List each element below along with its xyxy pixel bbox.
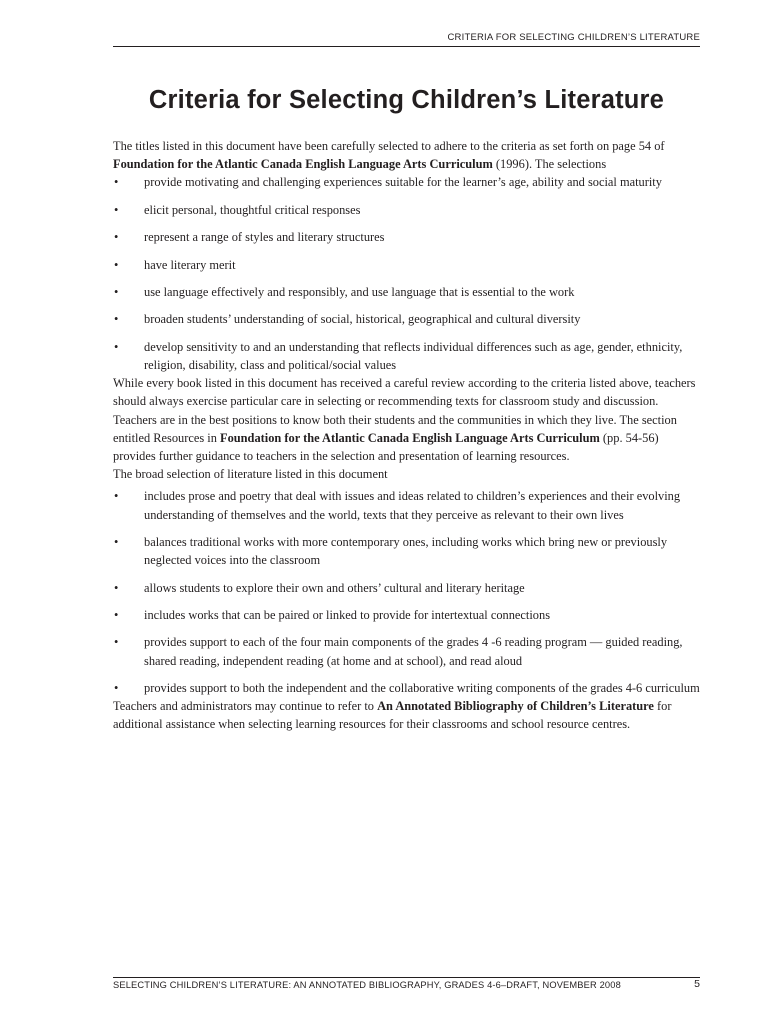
list-item (113, 201, 702, 219)
closing-book-title: An Annotated Bibliography of Children’s Literature (377, 699, 654, 714)
list-item (113, 579, 702, 597)
list-item (113, 533, 702, 569)
bullet-icon: • (114, 489, 119, 504)
intro-paragraph (113, 137, 702, 173)
list-item-text: provide motivating and challenging experiences suitable for the learner’s age, ability and social maturity (144, 175, 662, 190)
list-item (113, 633, 702, 669)
list-item-text: elicit personal, thoughtful critical responses (144, 202, 361, 217)
list-item (113, 338, 702, 374)
list-item (113, 606, 702, 624)
footer-rule (113, 977, 700, 978)
list-item (113, 679, 702, 697)
list-item-text: balances traditional works with more contemporary ones, including works which bring new or previously neglected voices into the classroom (144, 534, 668, 568)
closing-paragraph (113, 697, 702, 733)
running-header: CRITERIA FOR SELECTING CHILDREN’S LITERATURE (447, 32, 700, 43)
list-item (113, 173, 702, 191)
bullet-icon: • (114, 202, 119, 217)
page-title: Criteria for Selecting Children’s Literature (148, 86, 665, 114)
review-book-title: Foundation for the Atlantic Canada English Language Arts Curriculum (220, 430, 600, 445)
bullet-icon: • (114, 580, 119, 595)
bullet-icon: • (114, 284, 119, 299)
list-item-text: develop sensitivity to and an understanding that reflects individual differences such as age, gender, ethnicity, religion, disability, class and political/social values (144, 339, 683, 372)
closing-text-before: Teachers and administrators may continue to refer to (113, 699, 378, 714)
list-item (113, 256, 702, 274)
page-number: 5 (694, 978, 700, 990)
bullet-icon: • (114, 607, 119, 622)
list-item (113, 283, 702, 301)
bullet-icon: • (114, 680, 119, 695)
bullet-icon: • (114, 339, 119, 354)
list-item-text: includes prose and poetry that deal with issues and ideas related to children’s experiences and their evolving understanding of themselves and the world, texts that they perceive as relevant to their own lives (144, 489, 681, 522)
criteria-list (113, 173, 702, 374)
bullet-icon: • (114, 175, 119, 190)
bullet-icon: • (114, 635, 119, 650)
header-rule (113, 46, 700, 47)
selection-list (113, 487, 702, 697)
list-item (113, 487, 702, 523)
list-item-text: use language effectively and responsibly, and use language that is essential to the work (144, 284, 575, 299)
broad-selection-intro: The broad selection of literature listed in this document (113, 467, 388, 482)
list-item-text: broaden students’ understanding of social, historical, geographical and cultural diversity (144, 312, 581, 327)
intro-book-title: Foundation for the Atlantic Canada English Language Arts Curriculum (113, 157, 493, 172)
list-item-text: includes works that can be paired or linked to provide for intertextual connections (144, 607, 551, 622)
list-item (113, 228, 702, 246)
bullet-icon: • (114, 312, 119, 327)
list-item-text: provides support to both the independent and the collaborative writing components of the grades 4-6 curriculum (144, 680, 700, 695)
bullet-icon: • (114, 230, 119, 245)
list-item-text: have literary merit (144, 257, 236, 272)
review-text-before: While every book listed in this document has received a careful review according to the criteria listed above, teachers should always exercise particular care in selecting or recommending texts for classroom study and discussion. Teachers are in the best positions to know both their students and the communities in which they live. The section entitled Resources in (113, 376, 696, 445)
list-item (113, 310, 702, 328)
intro-text-before: The titles listed in this document have been carefully selected to adhere to the criteria as set forth on page 54 of (113, 139, 665, 153)
document-body (113, 137, 702, 734)
review-text-after: (pp. 54-56) provides further guidance to teachers in the selection and presentation of learning resources. (113, 430, 659, 463)
list-item-text: allows students to explore their own and others’ cultural and literary heritage (144, 580, 525, 595)
footer-text: SELECTING CHILDREN’S LITERATURE: AN ANNOTATED BIBLIOGRAPHY, GRADES 4-6–DRAFT, NOVEMBER 2008 (113, 980, 621, 990)
list-item-text: provides support to each of the four main components of the grades 4 -6 reading program — guided reading, shared reading, independent reading (at home and at school), and read aloud (144, 635, 683, 668)
intro-text-after: (1996). The selections (492, 157, 607, 172)
list-item-text: represent a range of styles and literary structures (144, 230, 385, 245)
closing-text-after: for additional assistance when selecting learning resources for their classrooms and school resource centres. (113, 699, 672, 732)
bullet-icon: • (114, 257, 119, 272)
bullet-icon: • (114, 534, 119, 549)
review-paragraph (113, 374, 702, 465)
